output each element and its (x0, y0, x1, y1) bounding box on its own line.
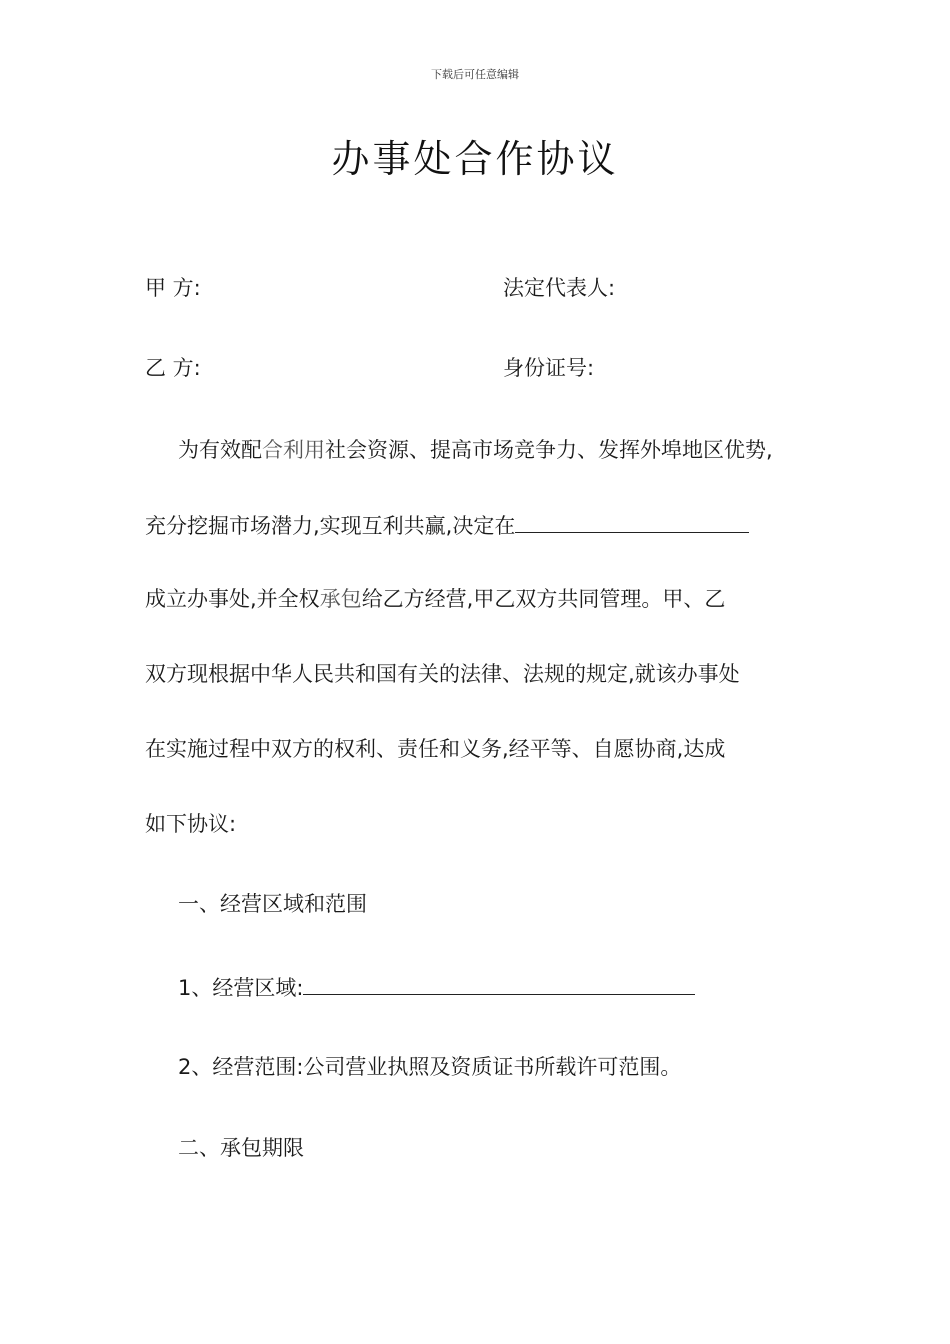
preamble-line-2 (145, 510, 749, 540)
party-a-label: 甲 方: (145, 276, 201, 300)
document-title: 办事处合作协议 (331, 137, 619, 181)
legal-representative-label: 法定代表人: (503, 276, 616, 300)
party-b-label: 乙 方: (145, 356, 201, 380)
section-1-item-1 (178, 972, 695, 1002)
preamble-line-3-part-a: 成立办事处,并全权 (145, 587, 320, 611)
section-2-heading: 二、承包期限 (178, 1136, 304, 1160)
preamble-line-1-part-c: 社会资源、提高市场竞争力、发挥外埠地区优势, (325, 438, 773, 462)
preamble-line-6: 如下协议: (145, 812, 237, 836)
preamble-line-1 (178, 436, 773, 464)
id-number-label: 身份证号: (503, 356, 595, 380)
preamble-line-1-part-b: 合利用 (262, 438, 325, 462)
header-note: 下载后可任意编辑 (431, 68, 519, 81)
preamble-line-2-text: 充分挖掘市场潜力,实现互利共赢,决定在 (145, 514, 516, 538)
location-blank (515, 510, 749, 533)
preamble-line-3-part-c: 给乙方经营,甲乙双方共同管理。甲、乙 (361, 587, 726, 611)
preamble-line-3 (145, 585, 725, 613)
preamble-line-4: 双方现根据中华人民共和国有关的法律、法规的规定,就该办事处 (145, 662, 740, 686)
operating-area-blank (303, 972, 695, 995)
operating-area-label: 1、经营区域: (178, 976, 304, 1000)
preamble-line-3-part-b: 承包 (319, 587, 362, 611)
section-1-item-2: 2、经营范围:公司营业执照及资质证书所载许可范围。 (178, 1055, 682, 1079)
preamble-line-1-part-a: 为有效配 (178, 438, 262, 462)
section-1-heading: 一、经营区域和范围 (178, 892, 367, 916)
preamble-line-5: 在实施过程中双方的权利、责任和义务,经平等、自愿协商,达成 (145, 737, 726, 761)
